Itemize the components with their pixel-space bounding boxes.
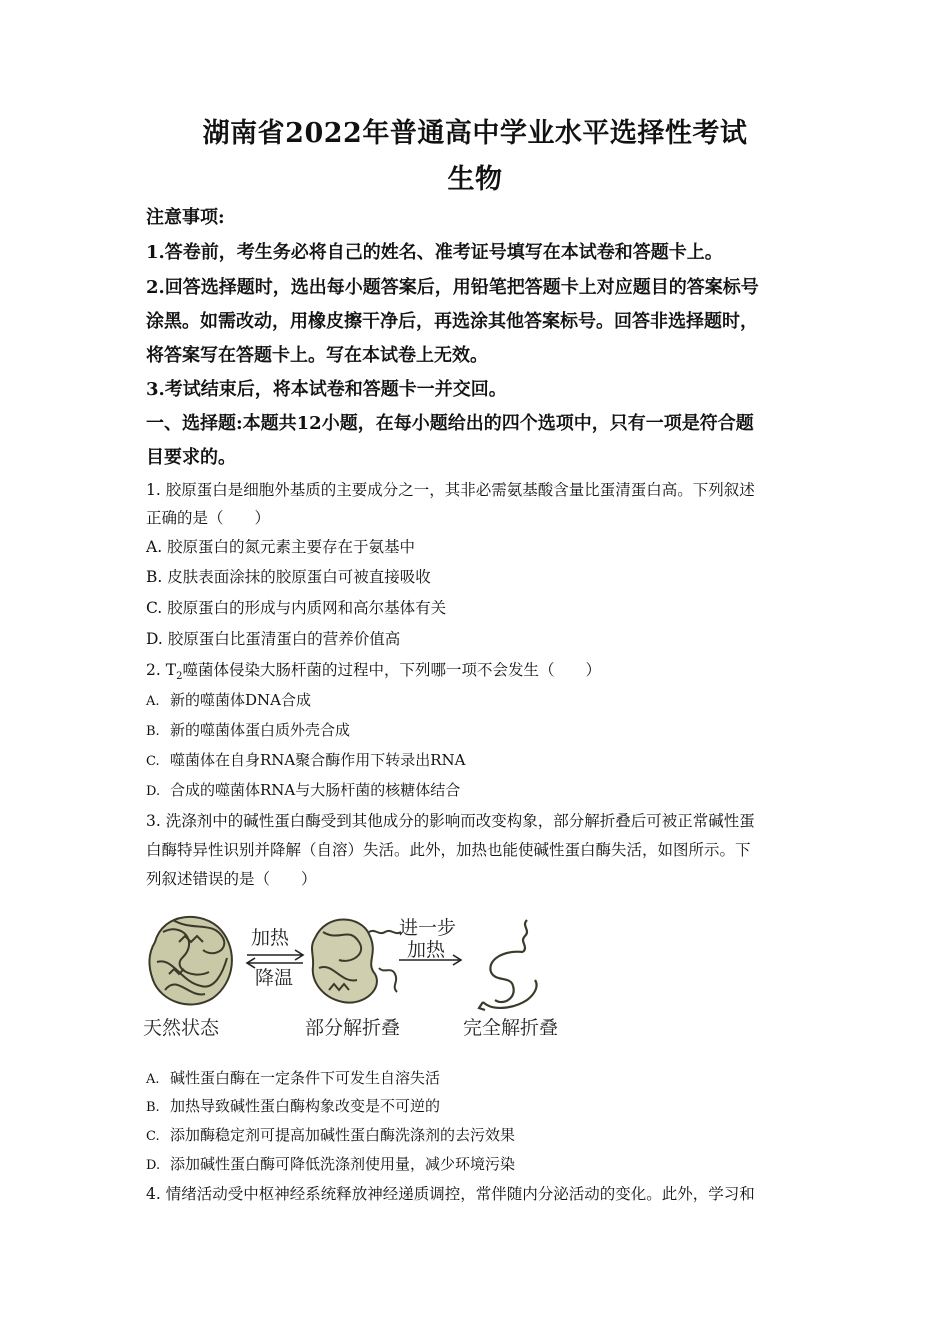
notice-item-3: 3.考试结束后，将本试卷和答题卡一并交回。	[146, 379, 507, 400]
q2-option-b	[146, 719, 350, 743]
q2-option-c-label: C.	[146, 754, 160, 769]
q3-option-d-label: D.	[146, 1158, 161, 1173]
q3-option-b-label: B.	[146, 1100, 160, 1115]
exam-subject: 生物	[447, 164, 503, 195]
q2-option-b-text: 新的噬菌体蛋白质外壳合成	[170, 721, 351, 739]
q3-option-a-text: 碱性蛋白酶在一定条件下可发生自溶失活	[170, 1069, 441, 1087]
q2-stem-prefix: 2. T	[146, 661, 177, 679]
q2-stem	[146, 659, 601, 688]
q2-option-c-text: 噬菌体在自身RNA聚合酶作用下转录出RNA	[170, 751, 466, 769]
q3-option-b	[146, 1095, 440, 1119]
q3-option-d-text: 添加碱性蛋白酶可降低洗涤剂使用量，减少环境污染	[170, 1155, 516, 1173]
q1-option-a: A. 胶原蛋白的氮元素主要存在于氨基中	[146, 538, 416, 556]
notice-item-2-line-1: 2.回答选择题时，选出每小题答案后，用铅笔把答题卡上对应题目的答案标号	[146, 277, 759, 298]
q3-stem-line-1: 3. 洗涤剂中的碱性蛋白酶受到其他成分的影响而改变构象，部分解折叠后可被正常碱性蛋	[146, 812, 755, 830]
notice-item-2-line-2: 涂黑。如需改动，用橡皮擦干净后，再选涂其他答案标号。回答非选择题时，	[146, 311, 758, 332]
q2-option-d	[146, 779, 460, 803]
q2-option-a-label: A.	[146, 694, 160, 709]
q3-option-b-text: 加热导致碱性蛋白酶构象改变是不可逆的	[170, 1097, 441, 1115]
q3-option-c-text: 添加酶稳定剂可提高加碱性蛋白酶洗涤剂的去污效果	[170, 1126, 516, 1144]
arrow1-top-label: 加热	[251, 927, 290, 949]
q3-option-c	[146, 1124, 515, 1148]
notice-item-1: 1.答卷前，考生务必将自己的姓名、准考证号填写在本试卷和答题卡上。	[146, 242, 723, 263]
q2-option-b-label: B.	[146, 724, 160, 739]
q3-option-c-label: C.	[146, 1129, 160, 1144]
q1-stem-line-2: 正确的是（ ）	[146, 509, 271, 527]
full-unfold-label: 完全解折叠	[463, 1017, 559, 1039]
section-heading-line-1: 一、选择题:本题共12小题，在每小题给出的四个选项中，只有一项是符合题	[146, 413, 754, 434]
q3-stem-line-3: 列叙述错误的是（ ）	[146, 870, 317, 888]
exam-title: 湖南省2022年普通高中学业水平选择性考试	[202, 118, 748, 149]
q2-option-c	[146, 749, 466, 773]
arrow2-bottom-label: 加热	[407, 939, 446, 961]
q2-stem-text: 噬菌体侵染大肠杆菌的过程中，下列哪一项不会发生（ ）	[182, 661, 601, 679]
q4-stem-line-1: 4. 情绪活动受中枢神经系统释放神经递质调控，常伴随内分泌活动的变化。此外，学习和	[146, 1185, 755, 1203]
q1-option-c: C. 胶原蛋白的形成与内质网和高尔基体有关	[146, 599, 447, 617]
q2-option-d-text: 合成的噬菌体RNA与大肠杆菌的核糖体结合	[170, 781, 461, 799]
q3-stem-line-2: 白酶特异性识别并降解（自溶）失活。此外，加热也能使碱性蛋白酶失活，如图所示。下	[146, 841, 751, 859]
protein-unfolding-figure	[143, 902, 573, 1058]
q1-option-d: D. 胶原蛋白比蛋清蛋白的营养价值高	[146, 630, 401, 648]
native-protein-illustration	[149, 917, 232, 1005]
q1-stem-line-1: 1. 胶原蛋白是细胞外基质的主要成分之一，其非必需氨基酸含量比蛋清蛋白高。下列叙述	[146, 481, 755, 499]
q2-stem-subscript: 2	[176, 671, 183, 683]
q2-option-d-label: D.	[146, 784, 161, 799]
notice-heading: 注意事项:	[146, 207, 225, 228]
reversible-arrow	[247, 950, 303, 968]
arrow2-top-label: 进一步	[399, 917, 457, 939]
q3-option-a-label: A.	[146, 1072, 160, 1087]
section-heading-line-2: 目要求的。	[146, 447, 236, 468]
q2-option-a-text: 新的噬菌体DNA合成	[170, 691, 311, 709]
partially-unfolded-protein-illustration	[312, 920, 401, 1003]
fully-unfolded-protein-illustration	[479, 920, 537, 1010]
arrow1-bottom-label: 降温	[255, 967, 294, 989]
q3-option-d	[146, 1153, 515, 1177]
q1-option-b: B. 皮肤表面涂抹的胶原蛋白可被直接吸收	[146, 568, 431, 586]
q2-option-a	[146, 689, 311, 713]
native-state-label: 天然状态	[143, 1017, 220, 1039]
notice-item-2-line-3: 将答案写在答题卡上。写在本试卷上无效。	[146, 345, 488, 366]
partial-unfold-label: 部分解折叠	[305, 1017, 401, 1039]
q3-option-a	[146, 1067, 440, 1091]
